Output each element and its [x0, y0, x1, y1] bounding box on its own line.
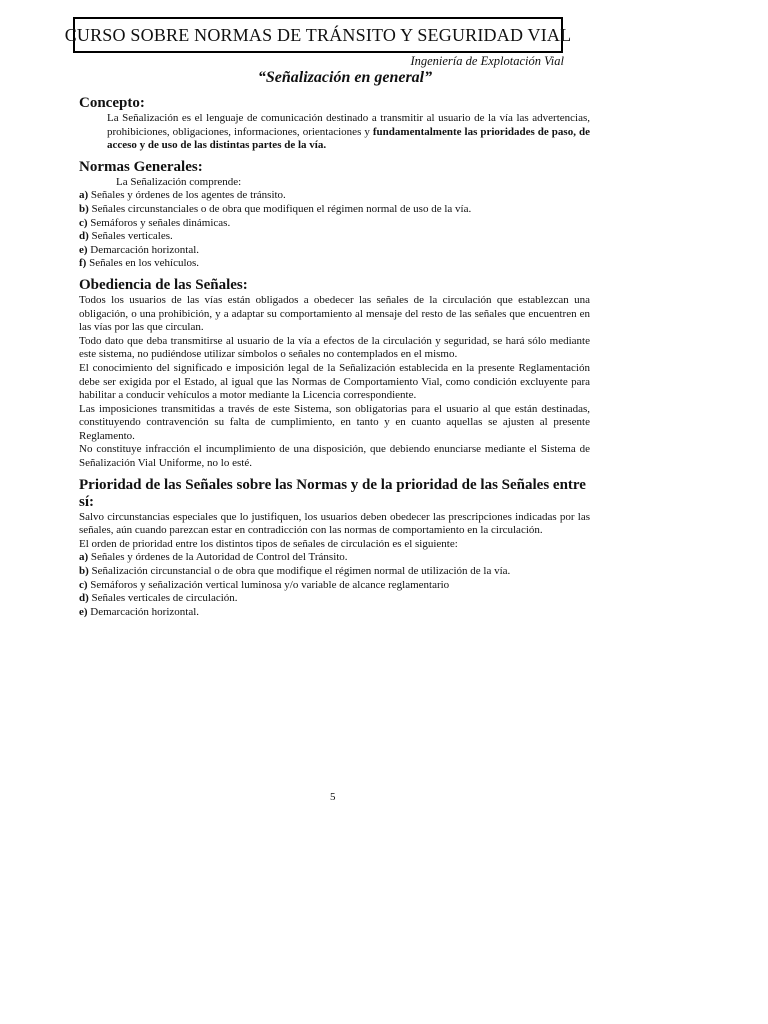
- list-item: e) Demarcación horizontal.: [79, 243, 200, 256]
- concepto-paragraph: [79, 112, 590, 153]
- page-number: 5: [330, 791, 336, 803]
- list-item: c) Semáforos y señales dinámicas.: [79, 216, 231, 229]
- prioridad-paragraph: El orden de prioridad entre los distintos tipos de señales de circulación es el siguiente:: [79, 537, 458, 550]
- list-item: b) Señalización circunstancial o de obra que modifique el régimen normal de utilización de la vía.: [79, 565, 511, 578]
- obediencia-paragraph: No constituye infracción el incumplimiento de una disposición, que debiendo enunciarse mediante el Sistema de Señalización Vial Uniforme, no lo esté.: [79, 443, 590, 470]
- obediencia-paragraph: El conocimiento del significado e imposición legal de la Señalización establecida en la presente Reglamentación debe ser exigida por el Estado, al igual que las Normas de Comportamiento Vial, como condición excluyente para habilitar a conducir vehículos a motor mediante la Licencia correspondiente.: [79, 361, 590, 402]
- list-item: c) Semáforos y señalización vertical luminosa y/o variable de alcance reglamentario: [79, 578, 450, 591]
- list-item: b) Señales circunstanciales o de obra que modifiquen el régimen normal de uso de la vía.: [79, 202, 472, 215]
- department-subtitle: Ingeniería de Explotación Vial: [410, 54, 564, 68]
- obediencia-paragraph: Todos los usuarios de las vías están obligados a obedecer las señales de la circulación que establezcan una obligación, o una prohibición, y a adaptar su comportamiento al mensaje del resto de las señales que encuentren en las vías por las que circulan.: [79, 293, 590, 334]
- list-item: f) Señales en los vehículos.: [79, 257, 200, 270]
- list-item: d) Señales verticales de circulación.: [79, 592, 238, 605]
- document-title: “Señalización en general”: [257, 69, 433, 86]
- list-item: e) Demarcación horizontal.: [79, 605, 200, 618]
- list-item: d) Señales verticales.: [79, 230, 173, 243]
- course-title: CURSO SOBRE NORMAS DE TRÁNSITO Y SEGURIDAD VIAL: [64, 24, 572, 45]
- section-heading-prioridad: Prioridad de las Señales sobre las Normas y de la prioridad de las Señales entre sí:: [79, 476, 586, 510]
- prioridad-paragraph: Salvo circunstancias especiales que lo justifiquen, los usuarios deben obedecer las prescripciones indicadas por las señales, aún cuando parezcan estar en contradicción con las normas de comportamiento en la circulación.: [79, 510, 590, 537]
- normas-list: [79, 189, 590, 271]
- obediencia-paragraph: Las imposiciones transmitidas a través de este Sistema, son obligatorias para el usuario al que están destinadas, constituyendo contravención su falta de cumplimiento, en tanto y en cuanto aquellas se ajusten al presente Reglamento.: [79, 402, 590, 442]
- normas-intro: La Señalización comprende:: [116, 175, 242, 188]
- document-body: [79, 95, 590, 619]
- course-title-box: [64, 17, 572, 53]
- section-heading-concepto: Concepto:: [79, 95, 145, 111]
- section-heading-normas: Normas Generales:: [79, 158, 203, 175]
- concepto-text-bold: fundamentalmente las prioridades de paso, de acceso y de uso de las distintas partes de la vía.: [107, 125, 590, 152]
- obediencia-paragraph: Todo dato que deba transmitirse al usuario de la vía a efectos de la circulación y seguridad, se hará sólo mediante este sistema, no pudiéndose utilizar símbolos o señales no contemplados en el mismo.: [79, 334, 590, 361]
- list-item: a) Señales y órdenes de la Autoridad de Control del Tránsito.: [79, 551, 348, 564]
- prioridad-list: [79, 551, 590, 619]
- concepto-text: La Señalización es el lenguaje de comunicación destinado a transmitir al usuario de la vía las advertencias, prohibiciones, obligaciones, informaciones, orientaciones y: [107, 112, 590, 138]
- list-item: a) Señales y órdenes de los agentes de tránsito.: [79, 189, 286, 202]
- section-heading-obediencia: Obediencia de las Señales:: [79, 276, 248, 293]
